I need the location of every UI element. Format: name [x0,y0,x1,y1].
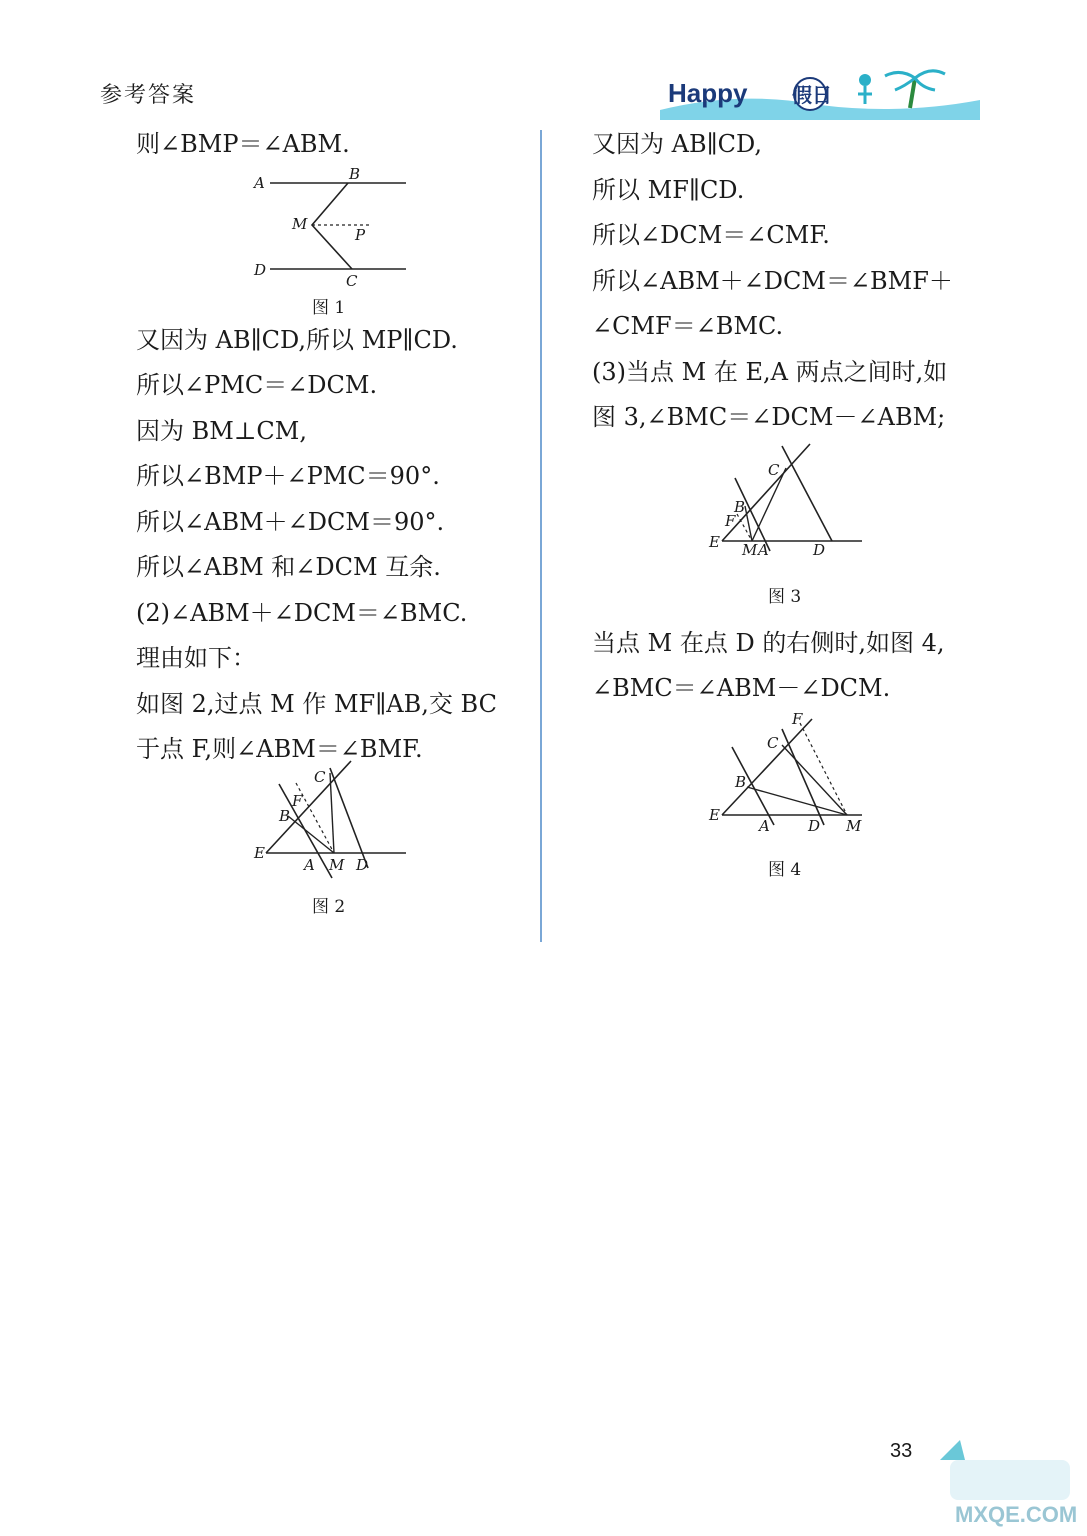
figure-1-caption: 图 1 [312,297,346,318]
fig4-label-m: M [846,816,862,835]
figure-1 [136,164,526,323]
fig3-label-a: A [758,540,769,559]
text-line: 图 3,∠BMC＝∠DCM－∠ABM; [592,403,946,431]
text-line: 于点 F,则∠ABM＝∠BMF. [136,735,423,763]
fig1-label-a: A [254,173,265,192]
fig3-label-b: B [734,497,746,516]
text-line: (3)当点 M 在 E,A 两点之间时,如 [592,357,948,386]
page-number: 33 [890,1440,913,1462]
fig4-label-b: B [735,772,747,791]
logo-text: Happy [668,78,748,108]
text-line: ∠BMC＝∠ABM－∠DCM. [592,674,891,702]
text-line: 又因为 AB∥CD, [592,130,763,158]
fig1-label-m: M [292,214,308,233]
figure-3-caption: 图 3 [768,586,802,607]
happy-holiday-logo [660,60,980,120]
fig4-label-f: F [792,709,803,728]
fig2-label-m: M [329,855,345,874]
right-column [592,127,992,897]
text-line: 所以 MF∥CD. [592,175,745,204]
figure-4-caption: 图 4 [768,859,802,880]
text-line: 理由如下： [136,644,256,672]
text-line: (2)∠ABM＋∠DCM＝∠BMC. [136,598,468,627]
fig2-label-d: D [356,855,369,874]
header-label: 参考答案 [100,83,197,108]
fig2-label-c: C [314,767,326,786]
fig1-label-d: D [254,260,267,279]
figure-3 [592,446,992,626]
fig3-label-d: D [813,540,826,559]
palm-tree-icon [885,71,945,108]
text-line: 所以∠ABM＋∠DCM＝90°. [136,507,445,536]
fig1-label-p: P [355,225,366,244]
fig4-label-e: E [709,805,720,824]
text-line: 则∠BMP＝∠ABM. [136,130,350,158]
text-line: 所以∠ABM 和∠DCM 互余. [136,553,441,581]
text-line: 所以∠BMP＋∠PMC＝90°. [136,462,440,490]
text-line: 所以∠PMC＝∠DCM. [136,371,378,399]
fig4-label-d: D [808,816,821,835]
watermark-text: MXQE.COM [955,1502,1078,1527]
figure-2-caption: 图 2 [312,896,346,917]
fig3-label-m: M [742,540,758,559]
text-line: 所以∠ABM＋∠DCM＝∠BMF＋ [592,266,953,295]
figure-2 [136,767,526,948]
fig1-label-c: C [346,271,358,290]
text-line: ∠CMF＝∠BMC. [592,312,784,340]
fig3-label-c: C [768,460,780,479]
watermark-logo [920,1430,1080,1530]
logo-badge: 假日 [792,83,832,107]
text-line: 因为 BM⊥CM, [136,416,307,445]
text-line: 如图 2,过点 M 作 MF∥AB,交 BC [136,689,497,718]
column-divider [540,130,542,942]
text-line: 又因为 AB∥CD,所以 MP∥CD. [136,325,458,354]
fig2-label-f: F [292,791,303,810]
fig4-label-c: C [767,733,779,752]
left-column [136,127,526,948]
fig2-label-e: E [254,843,265,862]
figure-4 [592,709,992,897]
fig2-label-b: B [279,806,291,825]
fig4-label-a: A [759,816,770,835]
text-line: 当点 M 在点 D 的右侧时,如图 4, [592,628,945,657]
fig3-label-e: E [709,532,720,551]
fig1-label-b: B [349,164,361,183]
text-line: 所以∠DCM＝∠CMF. [592,221,830,249]
fig2-label-a: A [304,855,315,874]
kids-icon [858,74,872,104]
fig3-label-f: F [725,511,736,530]
